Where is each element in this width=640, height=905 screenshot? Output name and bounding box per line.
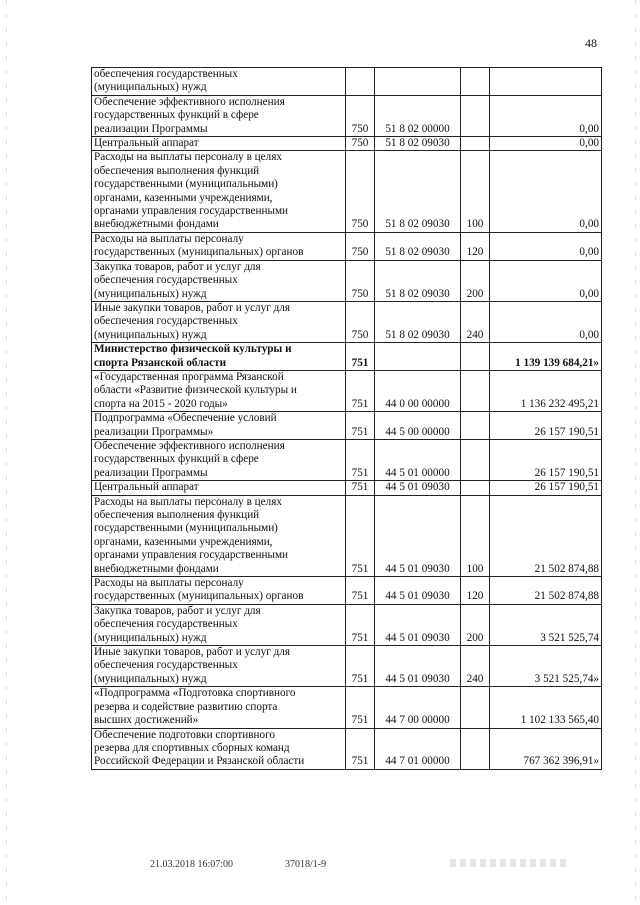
department-code-cell: 751 bbox=[346, 577, 375, 605]
target-article-cell: 51 8 02 09030 bbox=[375, 232, 461, 260]
target-article-cell: 44 5 01 09030 bbox=[375, 577, 461, 605]
table-row bbox=[92, 260, 602, 301]
target-article-cell: 51 8 02 09030 bbox=[375, 151, 461, 232]
table-row bbox=[92, 481, 602, 495]
amount-cell: 0,00 bbox=[490, 151, 602, 232]
expense-type-cell: 120 bbox=[461, 232, 490, 260]
scan-edge-left bbox=[6, 0, 7, 905]
expense-name-cell: Закупка товаров, работ и услуг для обеспечения государственных (муниципальных) нужд bbox=[92, 604, 346, 645]
table-row bbox=[92, 687, 602, 728]
expense-type-cell: 240 bbox=[461, 646, 490, 687]
department-code-cell bbox=[346, 68, 375, 96]
target-article-cell: 51 8 02 00000 bbox=[375, 95, 461, 136]
budget-table-body bbox=[92, 68, 602, 770]
department-code-cell: 751 bbox=[346, 412, 375, 440]
expense-type-cell bbox=[461, 68, 490, 96]
amount-cell: 26 157 190,51 bbox=[490, 439, 602, 480]
amount-cell: 0,00 bbox=[490, 260, 602, 301]
scan-edge-right bbox=[635, 0, 636, 905]
expense-name-cell: «Государственная программа Рязанской области «Развитие физической культуры и спорта на 2015 - 2020 годы» bbox=[92, 370, 346, 411]
table-row bbox=[92, 728, 602, 769]
expense-type-cell: 240 bbox=[461, 301, 490, 342]
table-row bbox=[92, 301, 602, 342]
amount-cell: 3 521 525,74 bbox=[490, 604, 602, 645]
expense-name-cell: Закупка товаров, работ и услуг для обеспечения государственных (муниципальных) нужд bbox=[92, 260, 346, 301]
table-row bbox=[92, 232, 602, 260]
expense-type-cell bbox=[461, 728, 490, 769]
expense-type-cell: 200 bbox=[461, 260, 490, 301]
amount-cell: 26 157 190,51 bbox=[490, 481, 602, 495]
target-article-cell: 44 5 01 00000 bbox=[375, 439, 461, 480]
target-article-cell: 44 5 01 09030 bbox=[375, 604, 461, 645]
department-code-cell: 750 bbox=[346, 137, 375, 151]
expense-name-cell: Подпрограмма «Обеспечение условий реализации Программы» bbox=[92, 412, 346, 440]
expense-name-cell: Обеспечение эффективного исполнения государственных функций в сфере реализации Программы bbox=[92, 439, 346, 480]
expense-type-cell bbox=[461, 137, 490, 151]
footer-document-code: 37018/1-9 bbox=[285, 859, 327, 870]
expense-type-cell bbox=[461, 687, 490, 728]
target-article-cell: 44 5 00 00000 bbox=[375, 412, 461, 440]
amount-cell: 0,00 bbox=[490, 137, 602, 151]
expense-name-cell: Иные закупки товаров, работ и услуг для обеспечения государственных (муниципальных) нужд bbox=[92, 301, 346, 342]
amount-cell: 0,00 bbox=[490, 232, 602, 260]
table-row bbox=[92, 343, 602, 371]
target-article-cell: 51 8 02 09030 bbox=[375, 260, 461, 301]
amount-cell: 1 136 232 495,21 bbox=[490, 370, 602, 411]
amount-cell: 1 102 133 565,40 bbox=[490, 687, 602, 728]
expense-type-cell bbox=[461, 412, 490, 440]
expense-type-cell bbox=[461, 343, 490, 371]
target-article-cell: 44 5 01 09030 bbox=[375, 481, 461, 495]
department-code-cell: 750 bbox=[346, 151, 375, 232]
table-row bbox=[92, 137, 602, 151]
expense-name-cell: Расходы на выплаты персоналу в целях обеспечения выполнения функций государственными (муниципальными) органами, казенными учреждениями, органами управления государственными внебюджетными фондами bbox=[92, 495, 346, 576]
page-number: 48 bbox=[585, 36, 597, 50]
target-article-cell: 44 7 00 00000 bbox=[375, 687, 461, 728]
department-code-cell: 751 bbox=[346, 495, 375, 576]
department-code-cell: 751 bbox=[346, 604, 375, 645]
department-code-cell: 751 bbox=[346, 439, 375, 480]
target-article-cell: 44 0 00 00000 bbox=[375, 370, 461, 411]
target-article-cell: 51 8 02 09030 bbox=[375, 137, 461, 151]
footer-datetime: 21.03.2018 16:07:00 bbox=[150, 859, 234, 870]
table-row bbox=[92, 151, 602, 232]
faint-stamp-mark bbox=[450, 859, 570, 867]
amount-cell: 21 502 874,88 bbox=[490, 495, 602, 576]
target-article-cell bbox=[375, 343, 461, 371]
expense-type-cell bbox=[461, 95, 490, 136]
expense-type-cell: 120 bbox=[461, 577, 490, 605]
target-article-cell: 44 7 01 00000 bbox=[375, 728, 461, 769]
department-code-cell: 750 bbox=[346, 95, 375, 136]
amount-cell: 0,00 bbox=[490, 95, 602, 136]
department-code-cell: 750 bbox=[346, 260, 375, 301]
amount-cell: 1 139 139 684,21» bbox=[490, 343, 602, 371]
department-code-cell: 751 bbox=[346, 343, 375, 371]
target-article-cell: 44 5 01 09030 bbox=[375, 646, 461, 687]
amount-cell: 3 521 525,74» bbox=[490, 646, 602, 687]
target-article-cell bbox=[375, 68, 461, 96]
budget-table bbox=[91, 67, 602, 770]
amount-cell: 0,00 bbox=[490, 301, 602, 342]
department-code-cell: 750 bbox=[346, 232, 375, 260]
expense-name-cell: Расходы на выплаты персоналу государственных (муниципальных) органов bbox=[92, 232, 346, 260]
expense-name-cell: обеспечения государственных (муниципальных) нужд bbox=[92, 68, 346, 96]
target-article-cell: 51 8 02 09030 bbox=[375, 301, 461, 342]
department-code-cell: 751 bbox=[346, 646, 375, 687]
department-code-cell: 751 bbox=[346, 481, 375, 495]
expense-name-cell: Центральный аппарат bbox=[92, 481, 346, 495]
department-code-cell: 751 bbox=[346, 687, 375, 728]
table-row bbox=[92, 439, 602, 480]
amount-cell bbox=[490, 68, 602, 96]
expense-type-cell bbox=[461, 370, 490, 411]
department-code-cell: 751 bbox=[346, 370, 375, 411]
expense-type-cell bbox=[461, 481, 490, 495]
amount-cell: 21 502 874,88 bbox=[490, 577, 602, 605]
expense-type-cell bbox=[461, 439, 490, 480]
table-row bbox=[92, 370, 602, 411]
expense-name-cell: Расходы на выплаты персоналу государственных (муниципальных) органов bbox=[92, 577, 346, 605]
department-code-cell: 750 bbox=[346, 301, 375, 342]
target-article-cell: 44 5 01 09030 bbox=[375, 495, 461, 576]
expense-name-cell: Расходы на выплаты персоналу в целях обеспечения выполнения функций государственными (муниципальными) органами, казенными учреждениями, органами управления государственными внебюджетными фондами bbox=[92, 151, 346, 232]
table-row bbox=[92, 412, 602, 440]
table-row bbox=[92, 577, 602, 605]
table-row bbox=[92, 646, 602, 687]
expense-name-cell: Министерство физической культуры и спорта Рязанской области bbox=[92, 343, 346, 371]
expense-type-cell: 100 bbox=[461, 495, 490, 576]
expense-name-cell: Обеспечение эффективного исполнения государственных функций в сфере реализации Программы bbox=[92, 95, 346, 136]
table-row bbox=[92, 68, 602, 96]
amount-cell: 26 157 190,51 bbox=[490, 412, 602, 440]
expense-name-cell: Обеспечение подготовки спортивного резерва для спортивных сборных команд Российской Федерации и Рязанской области bbox=[92, 728, 346, 769]
table-row bbox=[92, 495, 602, 576]
expense-name-cell: Иные закупки товаров, работ и услуг для обеспечения государственных (муниципальных) нужд bbox=[92, 646, 346, 687]
expense-name-cell: «Подпрограмма «Подготовка спортивного резерва и содействие развитию спорта высших достижений» bbox=[92, 687, 346, 728]
table-row bbox=[92, 95, 602, 136]
amount-cell: 767 362 396,91» bbox=[490, 728, 602, 769]
expense-name-cell: Центральный аппарат bbox=[92, 137, 346, 151]
department-code-cell: 751 bbox=[346, 728, 375, 769]
expense-type-cell: 200 bbox=[461, 604, 490, 645]
table-row bbox=[92, 604, 602, 645]
expense-type-cell: 100 bbox=[461, 151, 490, 232]
